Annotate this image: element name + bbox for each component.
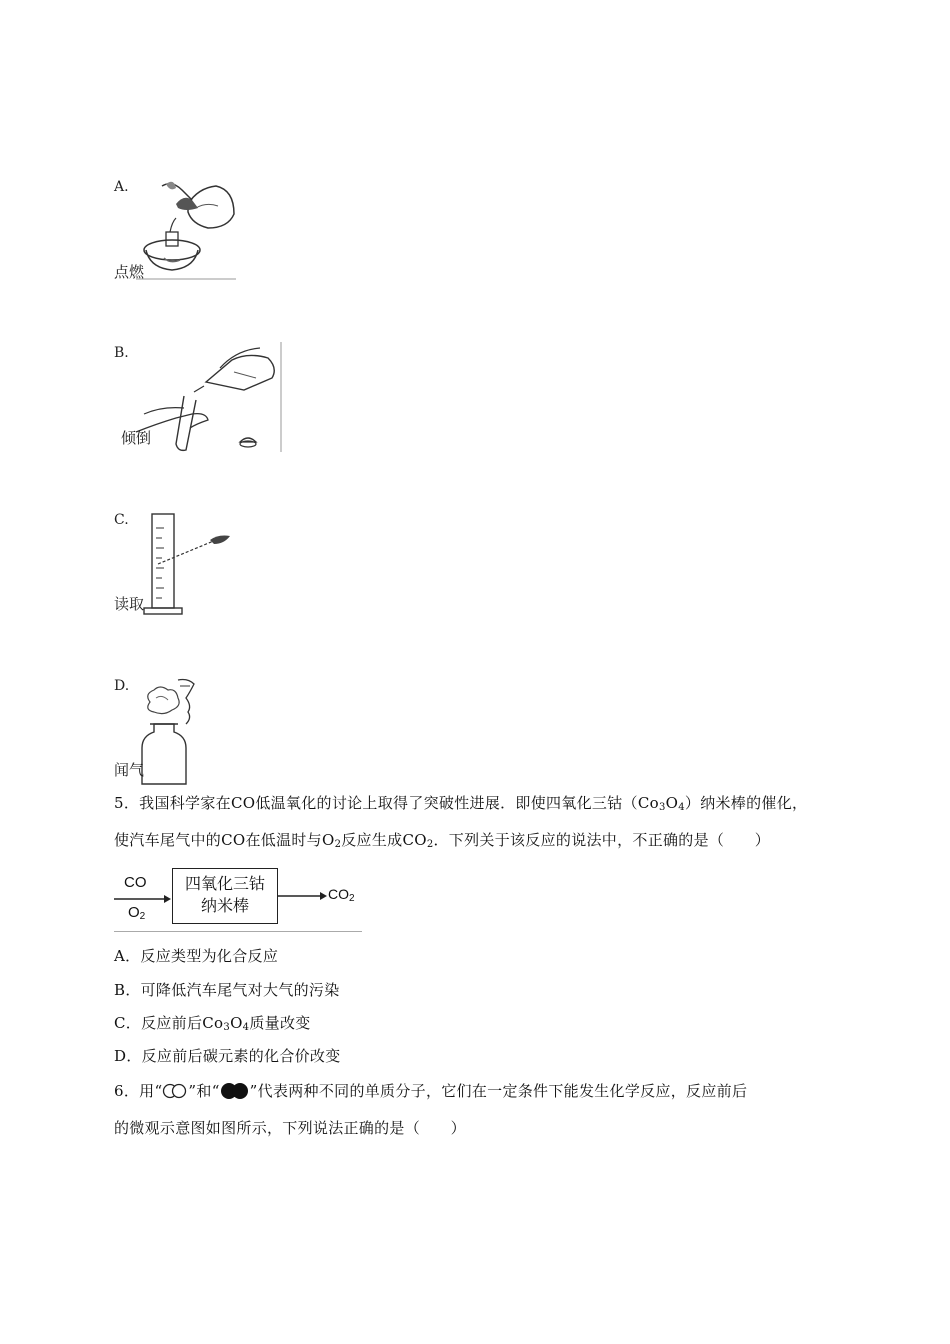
input-arrow bbox=[114, 894, 172, 904]
pouring-liquid-figure bbox=[136, 342, 284, 454]
option-c-letter: C. bbox=[114, 512, 129, 528]
q5-stem-line1: 5．我国科学家在CO低温氧化的讨论上取得了突破性进展．即使四氧化三钴$(Co_3O_4)$纳米棒的催化， bbox=[114, 794, 808, 813]
q5-option-d: D．反应前后碳元素的化合价改变 bbox=[114, 1047, 341, 1065]
option-a-letter: A. bbox=[114, 179, 129, 195]
option-b-letter: B. bbox=[114, 345, 129, 361]
reactant-co-label: CO bbox=[124, 874, 147, 891]
option-b-caption: 倾倒 bbox=[121, 429, 152, 447]
alcohol-lamp-lighting-figure bbox=[136, 176, 238, 280]
smelling-gas-figure bbox=[134, 676, 214, 788]
catalyst-label-line2: 纳米棒 bbox=[200, 898, 249, 915]
option-d-letter: D. bbox=[114, 678, 130, 694]
catalyst-label-line1: 四氧化三钴 bbox=[184, 876, 265, 893]
diagram-divider bbox=[114, 931, 362, 932]
output-arrow bbox=[278, 891, 328, 901]
q6-stem-line1: 6．用“ ”和“ ”代表两种不同的单质分子，它们在一定条件下能发生化学反应，反应前后 bbox=[114, 1082, 748, 1100]
q6-stem-line2: 的微观示意图如图所示，下列说法正确的是（ ） bbox=[114, 1119, 466, 1137]
q5-option-c: C．反应前后$Co_3O_4$质量改变 bbox=[114, 1014, 311, 1033]
q5-option-b: B．可降低汽车尾气对大气的污染 bbox=[114, 981, 340, 999]
product-co2-label: $CO_2$ bbox=[328, 886, 355, 904]
option-a-caption: 点燃 bbox=[114, 263, 145, 281]
black-molecule-icon bbox=[220, 1082, 250, 1100]
option-d-caption: 闻气 bbox=[114, 761, 145, 779]
catalyst-box bbox=[172, 868, 278, 924]
reactant-o2-label: $O_2$ bbox=[128, 904, 146, 922]
q5-option-a: A．反应类型为化合反应 bbox=[114, 947, 279, 965]
white-molecule-icon bbox=[162, 1083, 188, 1099]
measuring-cylinder-reading-figure bbox=[140, 510, 236, 620]
reaction-diagram bbox=[114, 864, 364, 934]
option-c-caption: 读取 bbox=[114, 595, 145, 613]
q5-stem-line2: 使汽车尾气中的CO在低温时与$O_2$反应生成$CO_2$．下列关于该反应的说法中，不正确的是（ ） bbox=[114, 831, 771, 850]
